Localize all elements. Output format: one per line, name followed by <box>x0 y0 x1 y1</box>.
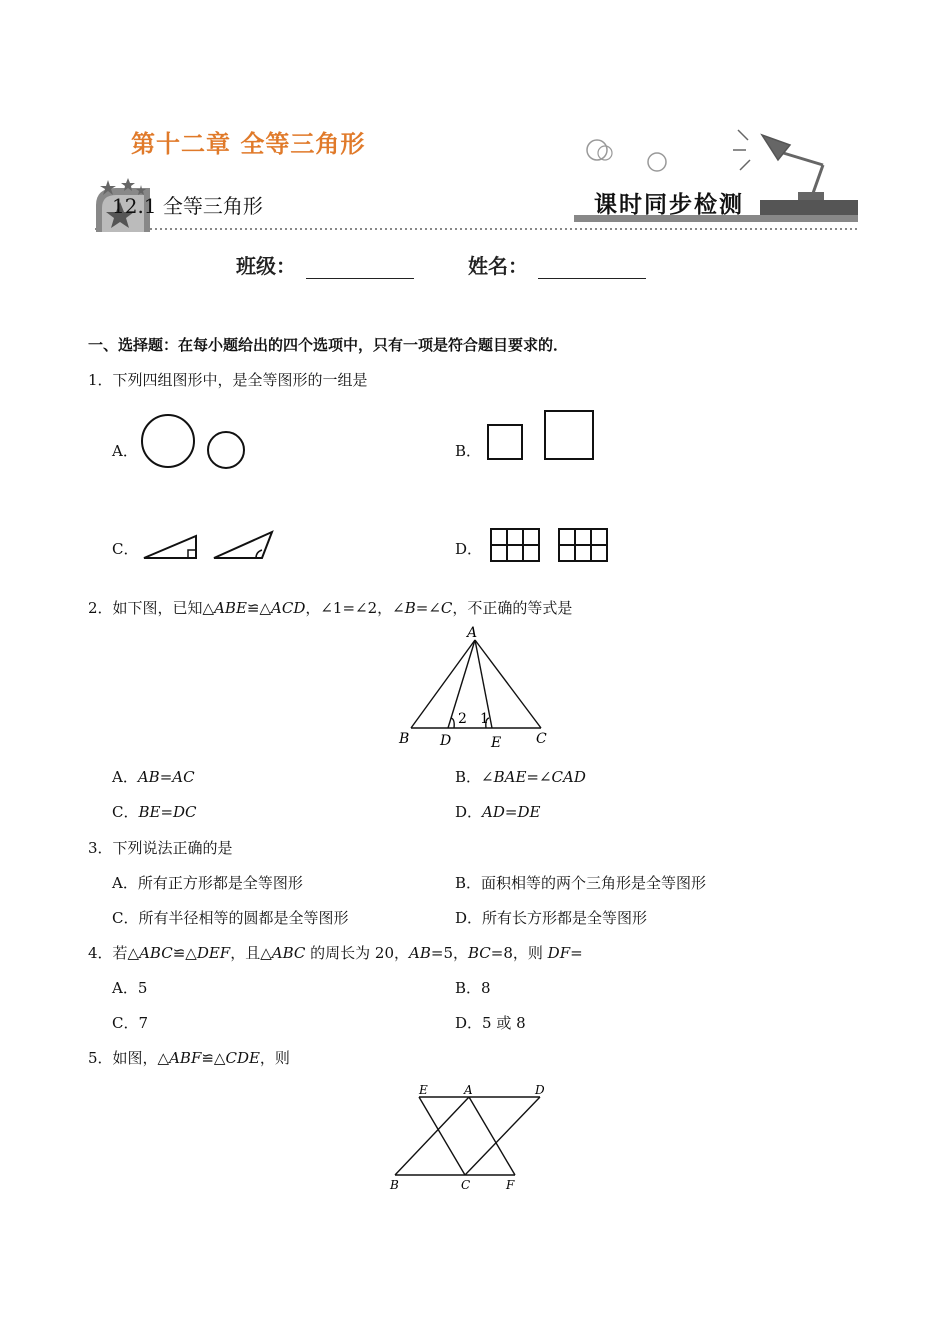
q5-stem: 5．如图，△ABF≌△CDE，则 <box>88 1049 290 1067</box>
q3-option-b: B．面积相等的两个三角形是全等图形 <box>455 874 707 892</box>
name-input-line[interactable] <box>538 256 646 279</box>
q2-label-a: A <box>467 625 478 641</box>
q4-option-a: A．5 <box>112 979 148 997</box>
q2-option-d: D．AD=DE <box>455 803 541 821</box>
circle-small <box>208 432 244 468</box>
q1-option-c-label: C． <box>112 540 139 558</box>
q5-label-e: E <box>419 1083 428 1097</box>
q2-angle-2: 2 <box>458 711 467 727</box>
q4-stem: 4．若△ABC≌△DEF，且△ABC 的周长为 20，AB=5，BC=8，则 DF= <box>88 944 583 962</box>
bubble-icon <box>587 140 607 160</box>
q3-option-a: A．所有正方形都是全等图形 <box>112 874 303 892</box>
q1-option-c-figure <box>140 528 278 564</box>
q1-option-b-figure <box>484 408 599 464</box>
q2-option-b: B．∠BAE=∠CAD <box>455 768 586 786</box>
q2-label-c: C <box>536 731 547 747</box>
q2-label-d: D <box>440 733 452 749</box>
q1-stem: 1．下列四组图形中，是全等图形的一组是 <box>88 371 368 389</box>
q2-label-e: E <box>491 735 502 751</box>
name-label: 姓名： <box>468 254 528 278</box>
q5-parallelogram-figure <box>385 1078 555 1196</box>
q1-option-b-label: B． <box>455 442 482 460</box>
q3-option-d: D．所有长方形都是全等图形 <box>455 909 648 927</box>
square-small <box>488 425 522 459</box>
banner-text: 课时同步检测 <box>594 191 744 218</box>
circle-large <box>142 415 194 467</box>
grid-shape-2 <box>559 529 607 561</box>
square-large <box>545 411 593 459</box>
q2-option-a: A．AB=AC <box>112 768 195 786</box>
instructions: 一、选择题：在每小题给出的四个选项中，只有一项是符合题目要求的． <box>88 336 569 354</box>
chapter-title: 第十二章 全等三角形 <box>131 130 366 158</box>
q2-triangle-figure <box>395 622 565 752</box>
q1-option-a-label: A． <box>112 442 138 460</box>
q1-option-d-figure <box>488 526 614 564</box>
q2-label-b: B <box>399 731 410 747</box>
q4-option-d: D．5 或 8 <box>455 1014 526 1032</box>
q2-option-c: C．BE=DC <box>112 803 197 821</box>
q1-option-a-figure <box>138 410 253 472</box>
q4-option-c: C．7 <box>112 1014 149 1032</box>
q5-label-a: A <box>464 1083 473 1097</box>
q5-label-d: D <box>535 1083 545 1097</box>
section-title: 12.1 全等三角形 <box>112 194 263 218</box>
bubble-icon <box>598 146 612 160</box>
bubble-icon <box>648 153 666 171</box>
grid-shape-1 <box>491 529 539 561</box>
class-input-line[interactable] <box>306 256 414 279</box>
q3-option-c: C．所有半径相等的圆都是全等图形 <box>112 909 349 927</box>
q5-label-c: C <box>461 1178 471 1192</box>
q1-option-d-label: D． <box>455 540 483 558</box>
q5-label-b: B <box>390 1178 399 1192</box>
q4-option-b: B．8 <box>455 979 491 997</box>
q2-stem: 2．如下图，已知△ABE≌△ACD，∠1=∠2，∠B=∠C，不正确的等式是 <box>88 599 573 617</box>
obtuse-triangle <box>214 532 272 558</box>
q2-angle-1: 1 <box>480 711 489 727</box>
q5-label-f: F <box>506 1178 515 1192</box>
desk-lamp-icon <box>733 130 824 200</box>
q3-stem: 3．下列说法正确的是 <box>88 839 233 857</box>
class-field <box>236 250 414 279</box>
class-label: 班级： <box>236 254 296 278</box>
name-field <box>468 250 646 279</box>
